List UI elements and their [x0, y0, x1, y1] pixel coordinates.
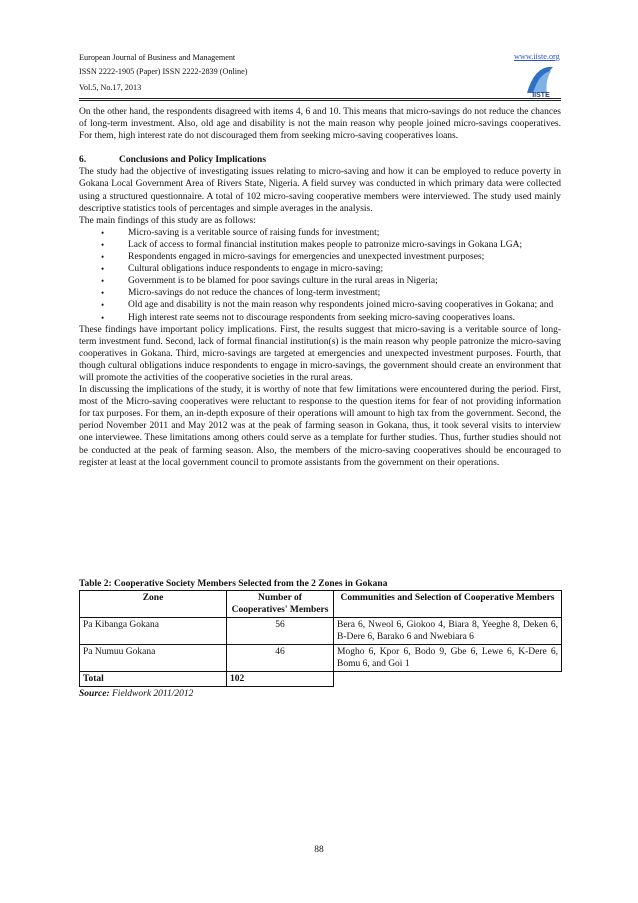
list-item: • High interest rate seems not to discourage respondents from seeking micro-saving cooperatives loans.: [101, 312, 516, 323]
issn-line: ISSN 2222-1905 (Paper) ISSN 2222-2839 (Online): [79, 67, 248, 76]
list-item: • Government is to be blamed for poor savings culture in the rural areas in Nigeria;: [101, 276, 438, 287]
table-source: Source: Fieldwork 2011/2012: [79, 689, 194, 699]
bullet-icon: •: [101, 312, 105, 323]
section-heading: [79, 154, 561, 166]
findings-intro: The main findings of this study are as follows:: [79, 215, 256, 226]
members-cell: 56: [227, 618, 334, 645]
journal-name: European Journal of Business and Management: [79, 53, 236, 62]
paragraph-objective: The study had the objective of investigating issues relating to micro-saving and how it can be employed to reduce poverty in Gokana Local Government Area of Rivers State, Nigeria. A field survey was conducted in which primary data were collected using a structured questionnaire. A total of 102 micro-saving cooperative members were interviewed. The study used mainly descriptive statistics tools of percentages and simple averages in the analysis.: [79, 167, 561, 214]
zone-cell: Pa Numuu Gokana: [80, 645, 227, 672]
total-label: Total: [80, 672, 227, 687]
table-caption: Table 2: Cooperative Society Members Selected from the 2 Zones in Gokana: [79, 579, 388, 589]
header-zone: Zone: [80, 591, 227, 618]
table-row: [80, 618, 562, 645]
header-rule: [79, 98, 561, 99]
list-item: • Micro-saving is a veritable source of raising funds for investment;: [101, 227, 380, 238]
communities-cell: Bera 6, Nweol 6, Giokoo 4, Biara 8, Yeeghe 8, Deken 6, B-Dere 6, Barako 6 and Nwebiara 6: [334, 618, 562, 645]
members-cell: 46: [227, 645, 334, 672]
list-item: • Old age and disability is not the main reason why respondents joined micro-saving cooperatives in Gokana; and: [101, 300, 554, 311]
header-members: Number of Cooperatives' Members: [227, 591, 334, 618]
bullet-icon: •: [101, 276, 105, 287]
logo-text: IISTE: [532, 92, 550, 99]
body-text: [79, 106, 561, 469]
header-communities: Communities and Selection of Cooperative Members: [334, 591, 562, 618]
intro-paragraph: On the other hand, the respondents disagreed with items 4, 6 and 10. This means that micro-savings do not reduce the chances of long-term investment. Also, old age and disability is not the main reason why people joined micro-savings cooperatives. For them, high interest rate do not discouraged them from seeking micro-saving cooperatives loans.: [79, 107, 561, 142]
table-total-row: [80, 672, 562, 687]
section-number: 6.: [79, 155, 87, 166]
list-item: • Cultural obligations induce respondents to engage in micro-saving;: [101, 264, 384, 275]
paragraph-limitations: In discussing the implications of the study, it is worthy of note that few limitations were encountered during the period. First, most of the Micro-saving cooperatives were reluctant to response to the question items for fear of not providing information for tax purposes. For them, an in-depth exposure of their operations will amount to high tax from the government. Second, the period November 2011 and May 2012 was at the peak of farming season in Gokana, thus, it took several visits to interview one interviewee. These limitations among others could serve as a template for further studies. Thus, further studies should not be conducted at the peak of farming season. Also, the members of the micro-saving cooperatives should be encouraged to register at least at the local government council to promote assistants from the government on their operations.: [79, 385, 561, 468]
total-value: 102: [227, 672, 334, 687]
iiste-logo: [523, 63, 559, 99]
bullet-icon: •: [101, 227, 105, 238]
journal-url-link[interactable]: www.iiste.org: [514, 52, 560, 61]
volume-line: Vol.5, No.17, 2013: [79, 83, 142, 92]
table-header-row: [80, 591, 562, 618]
page-number: 88: [314, 845, 324, 855]
section-title: Conclusions and Policy Implications: [119, 155, 267, 166]
bullet-icon: •: [101, 300, 105, 311]
zone-cell: Pa Kibanga Gokana: [80, 618, 227, 645]
communities-cell: Mogho 6, Kpor 6, Bodo 9, Gbe 6, Lewe 6, K-Dere 6, Bomu 6, and Goi 1: [334, 645, 562, 672]
header-rule-secondary: [79, 100, 561, 101]
cooperative-members-table: [79, 590, 562, 687]
bullet-icon: •: [101, 239, 105, 250]
list-item: • Respondents engaged in micro-savings for emergencies and unexpected investment purposes;: [101, 252, 485, 263]
paragraph-policy-implications: These findings have important policy implications. First, the results suggest that micro-saving is a veritable source of long-term investment fund. Second, lack of formal financial institution(s) is the main reason why people patronize the micro-saving cooperatives in Gokana. Third, micro-savings are targeted at emergencies and unexpected investment purposes. Fourth, that though cultural obligations induce respondents to engage in micro-savings, the government should create an environment that will promote the activities of the cooperative societies in the rural areas.: [79, 324, 561, 383]
list-item: • Micro-savings do not reduce the chances of long-term investment;: [101, 288, 381, 299]
findings-list: [79, 227, 561, 324]
bullet-icon: •: [101, 264, 105, 275]
list-item: • Lack of access to formal financial institution makes people to patronize micro-savings in Gokana LGA;: [101, 239, 523, 250]
bullet-icon: •: [101, 288, 105, 299]
bullet-icon: •: [101, 252, 105, 263]
table-row: [80, 645, 562, 672]
